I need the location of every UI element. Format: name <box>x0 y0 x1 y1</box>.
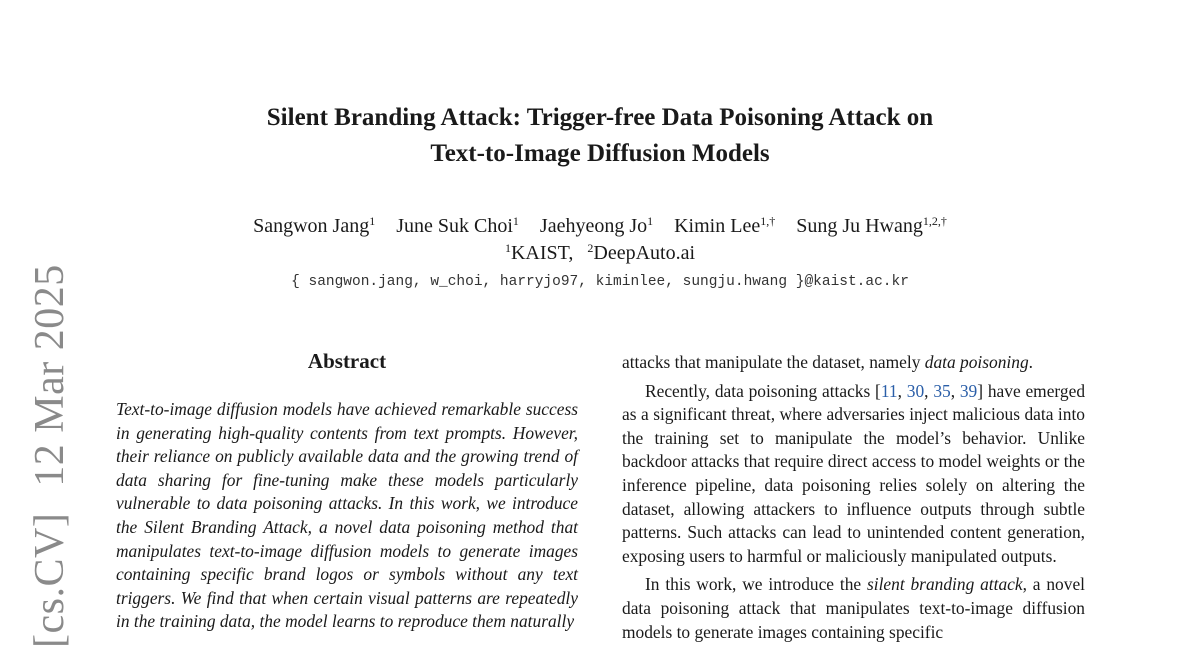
affiliation: $^1$KAIST, <box>504 241 574 264</box>
citation-link[interactable]: 35 <box>933 380 951 401</box>
arxiv-date: 12 Mar 2025 <box>27 264 73 487</box>
author: June Suk Choi$^1$ <box>396 214 519 237</box>
abstract-text: Text-to-image diffusion models have achieved remarkable success in generating high-quality contents from text prompts. However, their reliance on publicly available data and the growing trend of data sharing for fine-tuning make these models particularly vulnerable to data poisoning attacks. In this work, we introduce the Silent Branding Attack, a novel data poisoning method that manipulates text-to-image diffusion models to generate images containing specific brand logos or symbols without any text triggers. We find that when certain visual patterns are repeatedly in the training data, the model learns to reproduce them naturally <box>116 399 578 632</box>
paper-title <box>150 100 1050 172</box>
author: Kimin Lee$^{1,\dagger}$ <box>674 214 776 237</box>
affiliation-list <box>100 240 1100 267</box>
affiliation: $^2$DeepAuto.ai <box>587 241 696 264</box>
arxiv-identifier-stamp <box>24 264 76 648</box>
author-emails: { sangwon.jang, w_choi, harryjo97, kiminlee, sungju.hwang }@kaist.ac.kr <box>291 274 909 290</box>
citation-link[interactable]: 30 <box>906 380 925 401</box>
author-list <box>100 213 1100 240</box>
arxiv-category: [cs.CV] <box>27 512 73 648</box>
citation-link[interactable]: 11 <box>880 380 898 401</box>
citation-link[interactable]: 39 <box>959 380 978 401</box>
author: Jaehyeong Jo$^1$ <box>539 214 654 237</box>
intro-paragraph-3: In this work, we introduce the silent branding attack, a novel data poisoning attack that manipulates text-to-image diffusion models to generate images containing specific <box>622 574 1086 642</box>
author: Sangwon Jang$^1$ <box>253 214 376 237</box>
paper-title-line-2: Text-to-Image Diffusion Models <box>430 140 770 167</box>
abstract-heading: Abstract <box>307 349 387 373</box>
abstract-column <box>116 398 578 634</box>
intro-column <box>622 351 1085 648</box>
intro-paragraph-2: Recently, data poisoning attacks [11, 30, 35, 39] have emerged as a significant threat, where adversaries inject malicious data into the training set to manipulate the model’s behavior. Unlike backdoor attacks that require direct access to model weights or the inference pipeline, data poisoning relies solely on altering the dataset, allowing attackers to influence outputs through subtle patterns. Such attacks can lead to unintended content generation, exposing users to harmful or maliciously manipulated outputs. <box>622 380 1086 566</box>
intro-paragraph-1: attacks that manipulate the dataset, namely data poisoning. <box>622 352 1034 372</box>
author: Sung Ju Hwang$^{1,2,\dagger}$ <box>796 214 947 237</box>
paper-title-line-1: Silent Branding Attack: Trigger-free Data Poisoning Attack on <box>266 104 934 131</box>
